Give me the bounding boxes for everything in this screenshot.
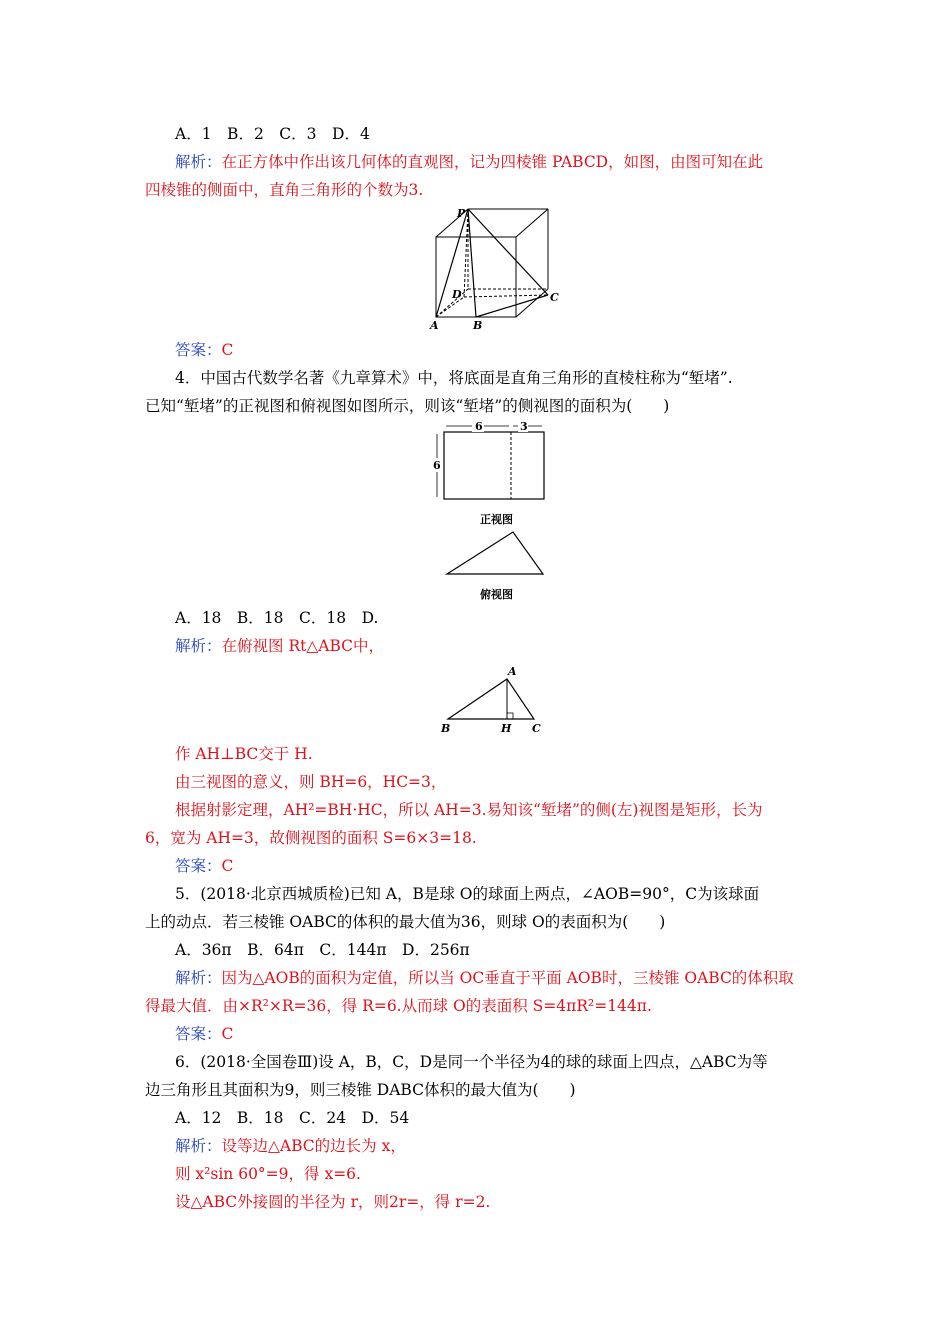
analysis-label: 解析： [175,1137,222,1155]
top-view-caption: 俯视图 [480,588,513,601]
q3-analysis-line1 [175,152,763,172]
q4-step4: 6，宽为 AH=3，故侧视图的面积 S=6×3=18. [145,829,477,847]
q6-stem-line2: 边三角形且其面积为9，则三棱锥 DABC体积的最大值为( ) [145,1081,576,1099]
q5-analysis-line2: 得最大值．由×R²×R=36，得 R=6.从而球 O的表面积 S=4πR²=144π. [145,997,652,1015]
q5-stem-line1: 5．(2018·北京西城质检)已知 A，B是球 O的球面上两点，∠AOB=90°，C为该球面 [175,885,760,903]
answer-label: 答案： [175,857,222,875]
label-c: C [550,291,559,304]
label-d: D [452,288,462,301]
front-view-caption: 正视图 [480,513,513,526]
label-p: P [457,207,466,220]
dim-side: 6 [433,459,441,472]
q4-analysis [175,636,384,656]
q3-analysis-line2: 四棱锥的侧面中，直角三角形的个数为3. [145,181,424,199]
triangle-abc-figure [438,665,548,741]
answer-value: C [221,1025,234,1043]
dim-top-left: 6 [475,420,483,433]
q6-step2: 设△ABC外接圆的半径为 r，则2r=，得 r=2. [175,1193,491,1211]
q6-options: A．12 B．18 C．24 D．54 [175,1109,410,1127]
q4-answer [175,856,233,876]
q3-options: A．1 B．2 C．3 D．4 [175,125,370,143]
q6-step1: 则 x²sin 60°=9，得 x=6. [175,1165,361,1183]
q4-step1: 作 AH⊥BC交于 H. [175,745,313,763]
label-h: H [501,722,512,735]
label-a: A [430,319,439,330]
analysis-text: 设等边△ABC的边长为 x， [221,1137,406,1155]
analysis-text: 在俯视图 Rt△ABC中， [221,637,384,655]
q4-stem-line1: 4．中国古代数学名著《九章算术》中，将底面是直角三角形的直棱柱称为“堑堵”. [175,369,733,387]
front-view-figure [432,420,552,506]
q4-options: A．18 B．18 C．18 D. [175,609,379,627]
q6-analysis [175,1136,406,1156]
answer-value: C [221,857,234,875]
analysis-label: 解析： [175,637,222,655]
label-b: B [441,722,451,735]
q4-step3: 根据射影定理，AH²=BH·HC，所以 AH=3.易知该“堑堵”的侧(左)视图是矩形，长为 [175,801,763,819]
label-c: C [532,722,541,735]
answer-label: 答案： [175,341,222,359]
q5-analysis-line1 [175,968,794,988]
analysis-label: 解析： [175,153,222,171]
q4-step2: 由三视图的意义，则 BH=6，HC=3， [175,773,447,791]
q5-options: A．36π B．64π C．144π D．256π [175,941,470,959]
analysis-text: 因为△AOB的面积为定值，所以当 OC垂直于平面 AOB时，三棱锥 OABC的体积取 [221,969,794,987]
label-a: A [508,665,517,678]
q4-stem-line2: 已知“堑堵”的正视图和俯视图如图所示，则该“堑堵”的侧视图的面积为( ) [145,397,670,415]
q3-answer [175,340,233,360]
label-b: B [473,319,483,330]
cube-pyramid-figure [420,205,570,334]
q5-stem-line2: 上的动点．若三棱锥 OABC的体积的最大值为36，则球 O的表面积为( ) [145,913,666,931]
q6-stem-line1: 6．(2018·全国卷Ⅲ)设 A，B，C，D是同一个半径为4的球的球面上四点，△ABC为等 [175,1053,768,1071]
q5-answer [175,1024,233,1044]
answer-value: C [221,341,234,359]
top-view-figure [445,530,545,582]
answer-label: 答案： [175,1025,222,1043]
analysis-text: 在正方体中作出该几何体的直观图，记为四棱锥 PABCD，如图，由图可知在此 [221,153,764,171]
analysis-label: 解析： [175,969,222,987]
dim-top-right: 3 [520,420,528,433]
